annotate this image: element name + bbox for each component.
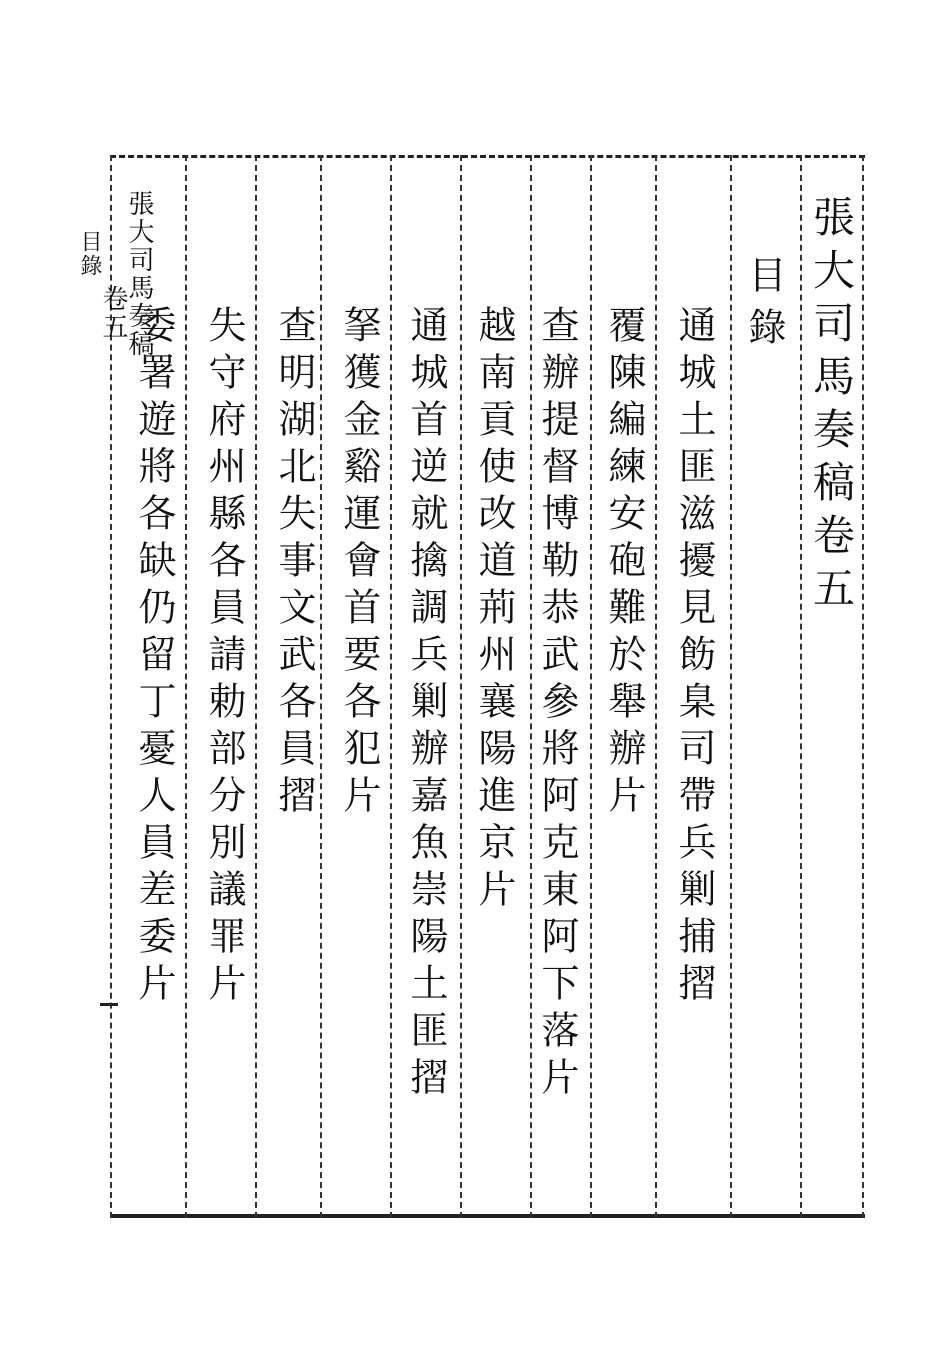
document-title: 張大司馬奏稿卷五	[807, 195, 856, 619]
margin-label	[78, 190, 152, 358]
margin-section: 目錄	[77, 230, 102, 278]
margin-book-title: 張大司馬奏稿	[124, 190, 154, 358]
toc-entry: 查明湖北失事文武各員摺	[272, 305, 316, 822]
toc-entry: 失守府州縣各員請勅部分別議罪片	[202, 305, 246, 1010]
toc-entry: 越南貢使改道荊州襄陽進京片	[472, 305, 516, 916]
column-divider	[185, 155, 187, 1218]
column-divider	[390, 155, 392, 1218]
column-divider	[590, 155, 592, 1218]
column-divider	[255, 155, 257, 1218]
page-mark	[100, 1003, 118, 1006]
top-border-rule	[110, 155, 865, 158]
page-frame	[110, 155, 865, 1218]
column-divider	[655, 155, 657, 1218]
toc-entry: 通城土匪滋擾見飭臬司帶兵剿捕摺	[672, 305, 716, 1010]
column-divider	[730, 155, 732, 1218]
column-divider	[320, 155, 322, 1218]
section-heading: 目錄	[742, 255, 786, 359]
toc-entry: 覆陳編練安砲難於舉辦片	[602, 305, 646, 822]
column-divider	[862, 155, 864, 1218]
margin-volume: 卷五	[98, 285, 128, 341]
bottom-border-rule	[110, 1214, 865, 1218]
toc-entry: 委署遊將各缺仍留丁憂人員差委片	[132, 305, 176, 1010]
toc-entry: 通城首逆就擒調兵剿辦嘉魚崇陽土匪摺	[404, 305, 448, 1104]
column-divider	[800, 155, 802, 1218]
toc-entry: 拏獲金谿運會首要各犯片	[337, 305, 381, 822]
column-divider	[460, 155, 462, 1218]
toc-entry: 查辦提督博勒恭武參將阿克東阿下落片	[535, 305, 579, 1104]
column-divider	[530, 155, 532, 1218]
